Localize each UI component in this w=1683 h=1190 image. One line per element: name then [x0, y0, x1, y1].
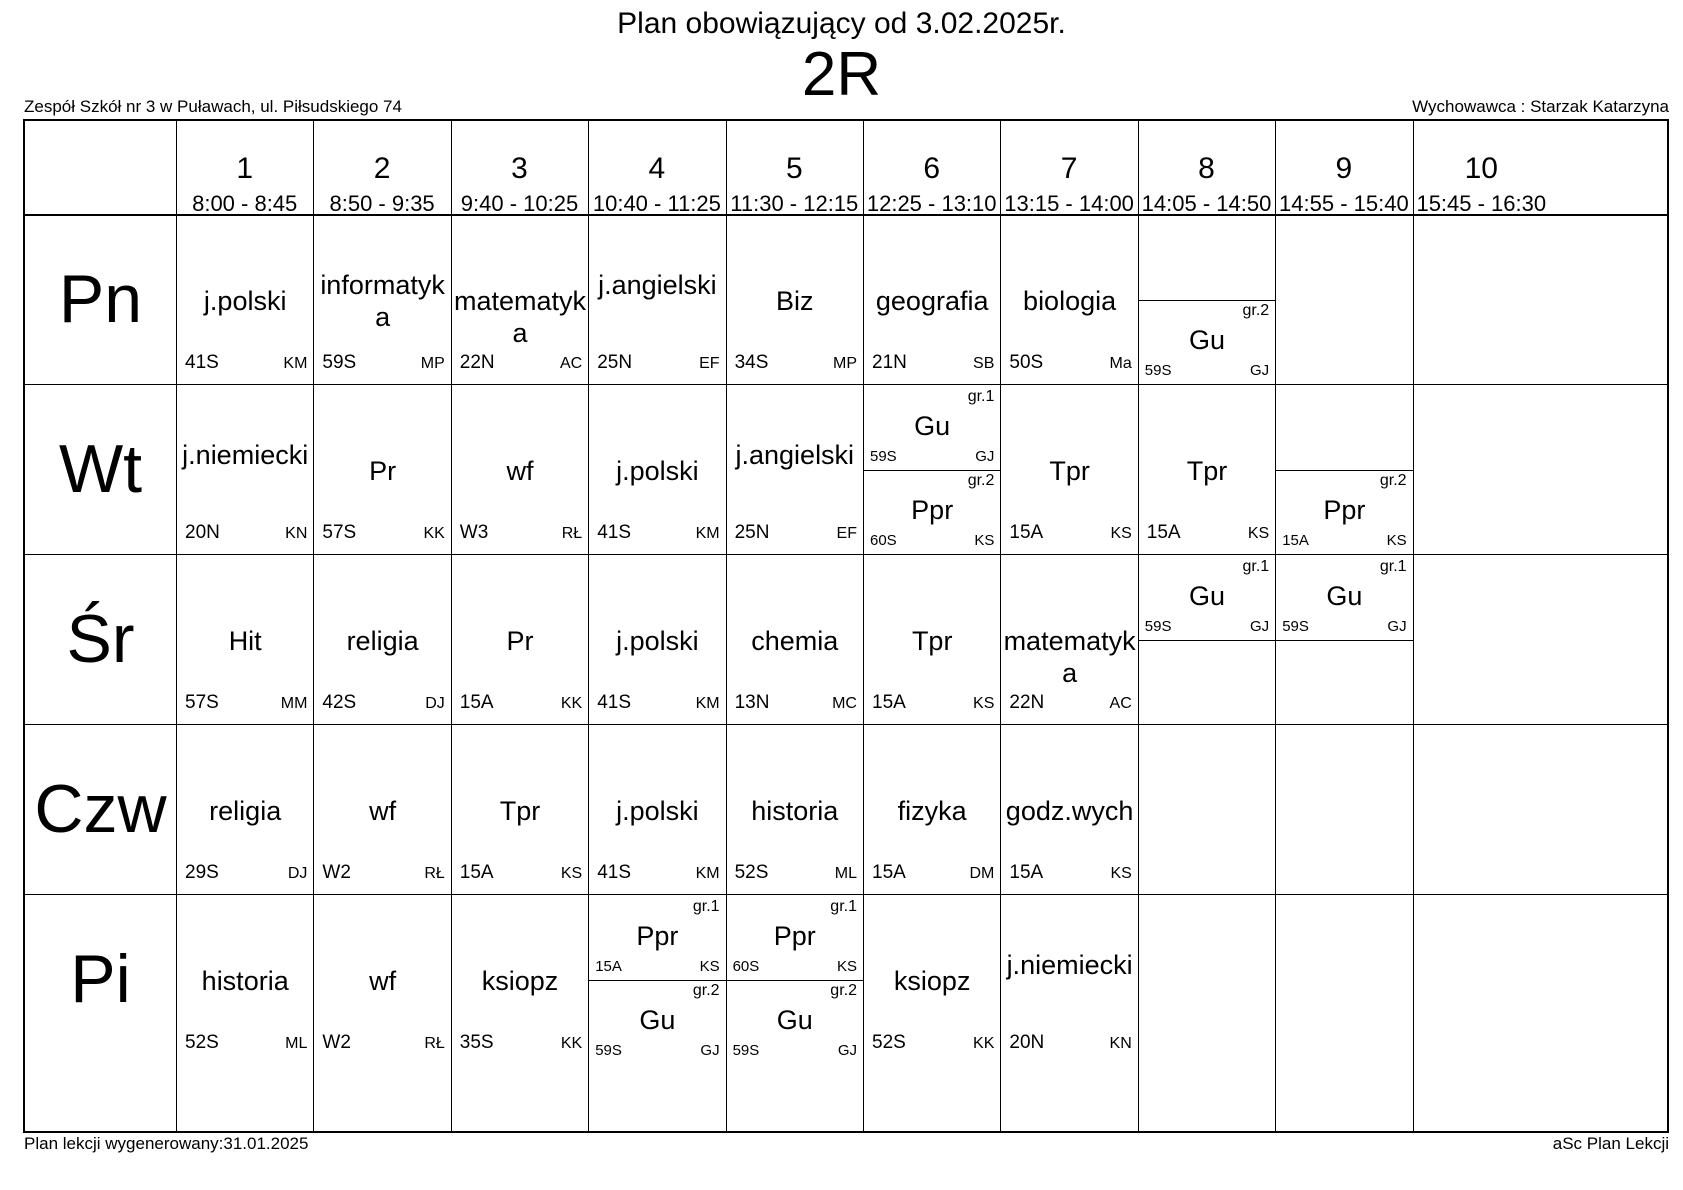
lesson-room: 20N — [185, 522, 220, 543]
lesson-subject: Pr — [369, 456, 397, 486]
lesson-room: 52S — [872, 1032, 906, 1053]
group-lesson — [1139, 300, 1275, 384]
lesson-cell — [1414, 556, 1550, 724]
lesson-cell — [452, 556, 588, 724]
lesson-room: 60S — [870, 532, 897, 549]
lesson-room: 59S — [870, 448, 897, 465]
split-divider — [1139, 640, 1275, 641]
lesson-cell — [314, 386, 450, 554]
lesson-teacher: GJ — [1387, 618, 1407, 635]
lesson-cell — [1276, 896, 1412, 1064]
group-lesson — [589, 896, 725, 980]
lesson-teacher: MM — [280, 695, 308, 712]
lesson-cell — [589, 556, 725, 724]
lesson-subject: religia — [346, 626, 419, 656]
group-label: gr.2 — [1242, 302, 1270, 319]
lesson-teacher: KS — [1247, 525, 1270, 542]
lesson-teacher: KM — [695, 865, 720, 882]
lesson-cell — [727, 896, 863, 1064]
lesson-room: 15A — [1009, 522, 1044, 543]
lesson-cell — [452, 726, 588, 894]
lesson-cell — [452, 386, 588, 554]
period-header — [451, 121, 588, 214]
lesson-subject: Ppr — [636, 921, 679, 951]
lesson-room: 35S — [459, 1032, 494, 1053]
lesson-subject: j.angielski — [598, 270, 717, 300]
lesson-teacher: KM — [695, 525, 720, 542]
period-number: 10 — [1464, 152, 1498, 185]
lesson-cell — [727, 386, 863, 554]
lesson-room: 59S — [732, 1042, 760, 1059]
period-header — [176, 121, 313, 214]
lesson-teacher: KS — [836, 958, 857, 975]
group-lesson — [864, 386, 1000, 470]
row-divider — [25, 724, 1667, 725]
lesson-room: 29S — [185, 862, 219, 883]
lesson-subject: historia — [201, 966, 289, 996]
lesson-room: 21N — [872, 352, 907, 373]
lesson-teacher: EF — [836, 525, 857, 542]
lesson-room: 15A — [1282, 532, 1309, 549]
lesson-teacher: GJ — [700, 1042, 720, 1059]
lesson-subject: Gu — [1188, 581, 1225, 611]
period-number: 1 — [236, 152, 254, 185]
row-divider — [25, 384, 1667, 385]
lesson-cell — [589, 216, 725, 384]
lesson-cell — [1001, 556, 1137, 724]
lesson-subject: historia — [751, 796, 839, 826]
lesson-cell — [1139, 726, 1275, 894]
app-credit: aSc Plan Lekcji — [1552, 1134, 1669, 1153]
lesson-teacher: DJ — [287, 865, 308, 882]
lesson-cell — [589, 726, 725, 894]
lesson-room: 50S — [1009, 352, 1044, 373]
lesson-teacher: ML — [285, 1035, 308, 1052]
lesson-cell — [864, 896, 1000, 1064]
lesson-teacher: MP — [832, 355, 857, 372]
lesson-subject: Ppr — [911, 495, 954, 525]
lesson-room: 59S — [322, 352, 357, 373]
lesson-cell — [1001, 896, 1137, 1064]
period-header — [313, 121, 450, 214]
period-header — [1138, 121, 1275, 214]
lesson-teacher: KS — [699, 958, 720, 975]
lesson-subject: Gu — [776, 1005, 813, 1035]
class-name: 2R — [801, 40, 882, 109]
lesson-cell — [727, 726, 863, 894]
lesson-cell — [1001, 386, 1137, 554]
lesson-room: 15A — [1009, 862, 1044, 883]
lesson-teacher: RŁ — [561, 525, 583, 542]
lesson-cell — [314, 556, 450, 724]
lesson-teacher: KS — [560, 865, 583, 882]
lesson-subject: geografia — [875, 286, 989, 316]
lesson-teacher: ML — [834, 865, 857, 882]
lesson-teacher: AC — [559, 355, 583, 372]
lesson-room: W2 — [322, 1032, 351, 1053]
lesson-room: 52S — [185, 1032, 219, 1053]
lesson-cell — [589, 896, 725, 1064]
lesson-subject: Gu — [1188, 325, 1225, 355]
lesson-subject: religia — [209, 796, 282, 826]
period-number: 4 — [648, 152, 666, 185]
lesson-cell — [864, 216, 1000, 384]
lesson-teacher: AC — [1109, 695, 1132, 712]
lesson-cell — [1414, 216, 1550, 384]
lesson-cell — [1139, 896, 1275, 1064]
lesson-subject: j.polski — [616, 626, 699, 656]
period-header — [1413, 121, 1550, 214]
lesson-subject: Biz — [776, 286, 814, 316]
lesson-cell — [1276, 556, 1412, 724]
lesson-room: 15A — [872, 862, 906, 883]
lesson-room: 41S — [597, 522, 631, 543]
lesson-subject: chemia — [751, 626, 839, 656]
lesson-teacher: KK — [973, 1035, 995, 1052]
period-time: 12:25 - 13:10 — [866, 191, 997, 216]
lesson-teacher: KS — [1386, 532, 1407, 549]
period-header — [1275, 121, 1412, 214]
lesson-subject: ksiopz — [481, 966, 559, 996]
period-number: 7 — [1060, 152, 1078, 185]
lesson-teacher: DM — [969, 865, 995, 882]
group-lesson — [1139, 556, 1275, 640]
period-time: 9:40 - 10:25 — [460, 191, 579, 216]
period-number: 6 — [923, 152, 941, 185]
lesson-room: 52S — [734, 862, 769, 883]
group-label: gr.2 — [1379, 472, 1407, 489]
group-lesson — [864, 470, 1000, 554]
lesson-room: 41S — [597, 862, 631, 883]
lesson-subject: j.polski — [616, 796, 699, 826]
period-time: 10:40 - 11:25 — [592, 191, 721, 216]
group-lesson — [1276, 556, 1412, 640]
lesson-room: 59S — [1144, 618, 1172, 635]
lesson-cell — [177, 896, 313, 1064]
row-divider — [25, 554, 1667, 555]
lesson-cell — [1001, 726, 1137, 894]
period-header — [726, 121, 863, 214]
lesson-room: 41S — [185, 352, 219, 373]
period-time: 11:30 - 12:15 — [730, 191, 859, 216]
lesson-subject: matematyka — [453, 286, 587, 348]
lesson-teacher: KS — [1110, 865, 1132, 882]
lesson-teacher: KS — [1110, 525, 1132, 542]
lesson-room: 22N — [1009, 692, 1045, 713]
group-label: gr.1 — [692, 898, 720, 915]
group-lesson — [1276, 470, 1412, 554]
lesson-cell — [1276, 386, 1412, 554]
day-label: Pi — [70, 941, 131, 1017]
lesson-teacher: KK — [560, 1035, 583, 1052]
lesson-teacher: KK — [560, 695, 583, 712]
lesson-subject: godz.wych — [1005, 796, 1134, 826]
lesson-room: 57S — [185, 692, 219, 713]
lesson-subject: wf — [369, 966, 397, 996]
split-divider — [1276, 640, 1412, 641]
group-lesson — [727, 896, 863, 980]
lesson-subject: ksiopz — [893, 966, 971, 996]
group-label: gr.1 — [1242, 558, 1270, 575]
lesson-room: 57S — [322, 522, 357, 543]
lesson-teacher: SB — [973, 355, 995, 372]
lesson-subject: wf — [506, 456, 534, 486]
lesson-cell — [314, 726, 450, 894]
lesson-subject: Tpr — [1186, 456, 1228, 486]
group-label: gr.2 — [692, 982, 720, 999]
lesson-room: 15A — [459, 862, 494, 883]
lesson-room: 25N — [734, 522, 770, 543]
lesson-cell — [1139, 556, 1275, 724]
group-lesson — [727, 980, 863, 1064]
lesson-subject: Tpr — [1049, 456, 1090, 486]
school-name: Zespół Szkół nr 3 w Puławach, ul. Piłsudskiego 74 — [24, 97, 402, 116]
lesson-subject: Ppr — [1323, 495, 1366, 525]
period-number: 9 — [1335, 152, 1353, 185]
period-number: 5 — [785, 152, 803, 185]
lesson-cell — [1276, 726, 1412, 894]
class-teacher: Wychowawca : Starzak Katarzyna — [1412, 97, 1669, 116]
lesson-cell — [177, 386, 313, 554]
lesson-teacher: KM — [283, 355, 308, 372]
lesson-subject: j.polski — [616, 456, 699, 486]
day-label: Pn — [58, 261, 143, 337]
lesson-teacher: DJ — [425, 695, 445, 712]
lesson-teacher: GJ — [975, 448, 995, 465]
lesson-room: 34S — [734, 352, 769, 373]
lesson-subject: j.angielski — [735, 440, 855, 470]
group-label: gr.2 — [830, 982, 857, 999]
period-time: 14:55 - 15:40 — [1279, 191, 1409, 216]
lesson-teacher: RŁ — [424, 865, 445, 882]
lesson-room: 59S — [595, 1042, 622, 1059]
period-number: 8 — [1198, 152, 1215, 185]
lesson-room: 59S — [1282, 618, 1309, 635]
lesson-room: 15A — [595, 958, 622, 975]
period-time: 8:50 - 9:35 — [329, 191, 435, 216]
plan-subtitle: Plan obowiązujący od 3.02.2025r. — [617, 7, 1066, 40]
row-divider — [25, 894, 1667, 895]
lesson-cell — [1276, 216, 1412, 384]
lesson-teacher: EF — [699, 355, 720, 372]
lesson-cell — [1139, 216, 1275, 384]
lesson-teacher: GJ — [1250, 362, 1270, 379]
period-time: 8:00 - 8:45 — [192, 191, 298, 216]
lesson-cell — [1414, 386, 1550, 554]
lesson-cell — [177, 726, 313, 894]
group-label: gr.1 — [967, 388, 995, 405]
lesson-cell — [177, 556, 313, 724]
lesson-subject: informatyka — [320, 270, 445, 332]
lesson-teacher: MC — [832, 695, 857, 712]
lesson-room: 22N — [459, 352, 495, 373]
lesson-teacher: KK — [423, 525, 445, 542]
lesson-room: 25N — [597, 352, 633, 373]
period-time: 15:45 - 16:30 — [1416, 191, 1547, 216]
lesson-cell — [1139, 386, 1275, 554]
lesson-teacher: KN — [285, 525, 308, 542]
day-label: Śr — [66, 601, 135, 677]
lesson-room: W2 — [322, 862, 351, 883]
lesson-subject: Tpr — [911, 626, 953, 656]
lesson-room: W3 — [459, 522, 489, 543]
timetable-grid — [23, 119, 1669, 1133]
lesson-subject: Gu — [914, 411, 951, 441]
lesson-room: 13N — [734, 692, 770, 713]
group-label: gr.2 — [967, 472, 995, 489]
lesson-subject: Gu — [1326, 581, 1363, 611]
lesson-teacher: GJ — [837, 1042, 857, 1059]
period-time: 13:15 - 14:00 — [1004, 191, 1134, 216]
group-label: gr.1 — [830, 898, 857, 915]
lesson-cell — [177, 216, 313, 384]
lesson-cell — [864, 726, 1000, 894]
lesson-subject: fizyka — [897, 796, 967, 826]
lesson-room: 20N — [1009, 1032, 1045, 1053]
lesson-cell — [864, 386, 1000, 554]
lesson-subject: matematyka — [1003, 626, 1136, 688]
lesson-teacher: KS — [974, 532, 995, 549]
day-label: Czw — [34, 771, 167, 847]
lesson-teacher: MP — [420, 355, 445, 372]
lesson-subject: biologia — [1023, 286, 1117, 316]
lesson-subject: j.niemiecki — [182, 440, 309, 470]
lesson-room: 15A — [459, 692, 494, 713]
lesson-subject: j.niemiecki — [1006, 950, 1133, 980]
lesson-cell — [314, 896, 450, 1064]
generated-date: Plan lekcji wygenerowany:31.01.2025 — [24, 1134, 309, 1153]
period-time: 14:05 - 14:50 — [1141, 191, 1272, 216]
lesson-cell — [727, 216, 863, 384]
lesson-cell — [452, 216, 588, 384]
lesson-teacher: GJ — [1250, 618, 1270, 635]
lesson-cell — [727, 556, 863, 724]
lesson-room: 15A — [872, 692, 906, 713]
lesson-room: 60S — [732, 958, 760, 975]
lesson-cell — [1414, 896, 1550, 1064]
lesson-subject: Gu — [639, 1005, 676, 1035]
period-header — [1000, 121, 1137, 214]
lesson-cell — [1414, 726, 1550, 894]
lesson-room: 15A — [1146, 522, 1181, 543]
lesson-subject: Ppr — [773, 921, 816, 951]
lesson-teacher: KS — [973, 695, 995, 712]
lesson-subject: j.polski — [203, 286, 287, 316]
period-header — [588, 121, 725, 214]
day-label: Wt — [58, 431, 143, 507]
lesson-room: 59S — [1144, 362, 1172, 379]
lesson-teacher: KM — [695, 695, 720, 712]
lesson-subject: Tpr — [499, 796, 541, 826]
lesson-subject: Pr — [506, 626, 534, 656]
group-label: gr.1 — [1379, 558, 1407, 575]
lesson-cell — [864, 556, 1000, 724]
lesson-room: 42S — [322, 692, 357, 713]
lesson-subject: wf — [369, 796, 397, 826]
lesson-cell — [314, 216, 450, 384]
period-number: 2 — [373, 152, 391, 185]
lesson-cell — [1001, 216, 1137, 384]
lesson-cell — [589, 386, 725, 554]
lesson-room: 41S — [597, 692, 631, 713]
group-lesson — [589, 980, 725, 1064]
lesson-subject: Hit — [228, 626, 262, 656]
period-number: 3 — [511, 152, 528, 185]
lesson-teacher: RŁ — [424, 1035, 445, 1052]
lesson-cell — [452, 896, 588, 1064]
lesson-teacher: Ma — [1109, 355, 1132, 372]
period-header — [863, 121, 1000, 214]
lesson-teacher: KN — [1109, 1035, 1132, 1052]
